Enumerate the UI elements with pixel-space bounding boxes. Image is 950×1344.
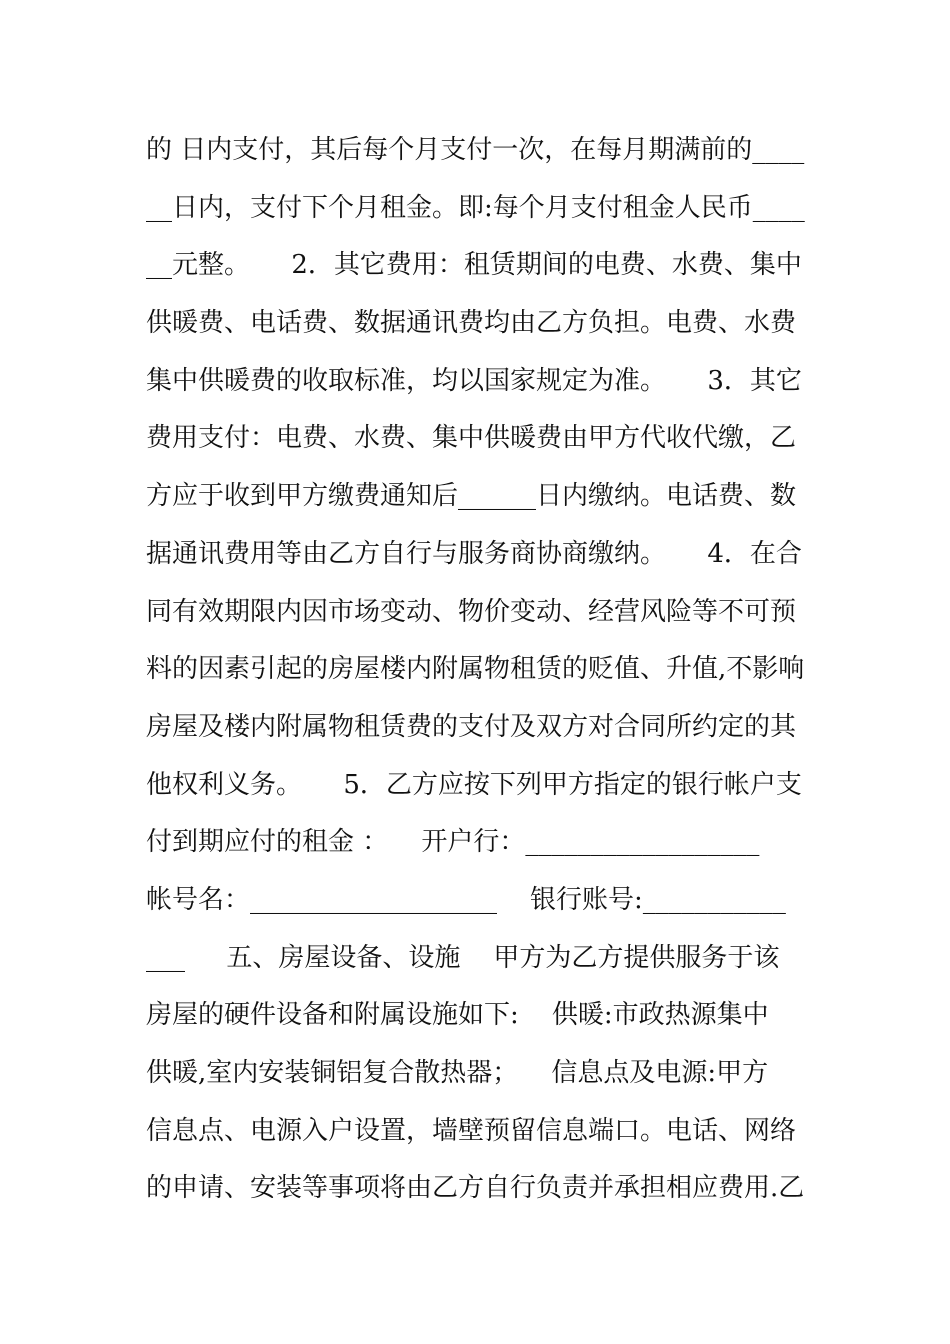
- text-line-1: 的 日内支付，其后每个月支付一次，在每月期满前的____: [146, 135, 805, 165]
- text-line-2: __日内，支付下个月租金。即:每个月支付租金人民币____: [146, 192, 805, 223]
- text-line-10: 料的因素引起的房屋楼内附属物租赁的贬值、升值,不影响: [146, 654, 805, 685]
- text-line-15: ___ 五、房屋设备、设施 甲方为乙方提供服务于该: [146, 942, 780, 973]
- text-line-16: 房屋的硬件设备和附属设施如下: 供暖:市政热源集中: [146, 1000, 769, 1031]
- text-line-4: 供暖费、电话费、数据通讯费均由乙方负担。电费、水费: [146, 308, 797, 339]
- text-line-14: 帐号名：___________________ 银行账号:___________: [146, 884, 786, 915]
- text-line-11: 房屋及楼内附属物租赁费的支付及双方对合同所约定的其: [146, 711, 797, 742]
- text-line-12: 他权利义务。 5．乙方应按下列甲方指定的银行帐户支: [146, 769, 802, 800]
- text-line-17: 供暖,室内安装铜铝复合散热器； 信息点及电源:甲方: [146, 1058, 769, 1088]
- text-line-6: 费用支付：电费、水费、集中供暖费由甲方代收代缴，乙: [146, 423, 797, 454]
- contract-text: [146, 122, 826, 1218]
- text-line-9: 同有效期限内因市场变动、物价变动、经营风险等不可预: [146, 596, 797, 627]
- text-line-19: 的申请、安装等事项将由乙方自行负责并承担相应费用.乙: [146, 1173, 805, 1204]
- text-line-18: 信息点、电源入户设置，墙壁预留信息端口。电话、网络: [146, 1115, 797, 1146]
- text-line-8: 据通讯费用等由乙方自行与服务商协商缴纳。 4．在合: [146, 538, 802, 569]
- text-line-3: __元整。 2．其它费用：租赁期间的电费、水费、集中: [146, 250, 802, 281]
- text-line-5: 集中供暖费的收取标准，均以国家规定为准。 3．其它: [146, 365, 802, 396]
- text-line-13: 付到期应付的租金 ： 开户行：__________________: [146, 827, 760, 858]
- text-line-7: 方应于收到甲方缴费通知后______日内缴纳。电话费、数: [146, 481, 797, 512]
